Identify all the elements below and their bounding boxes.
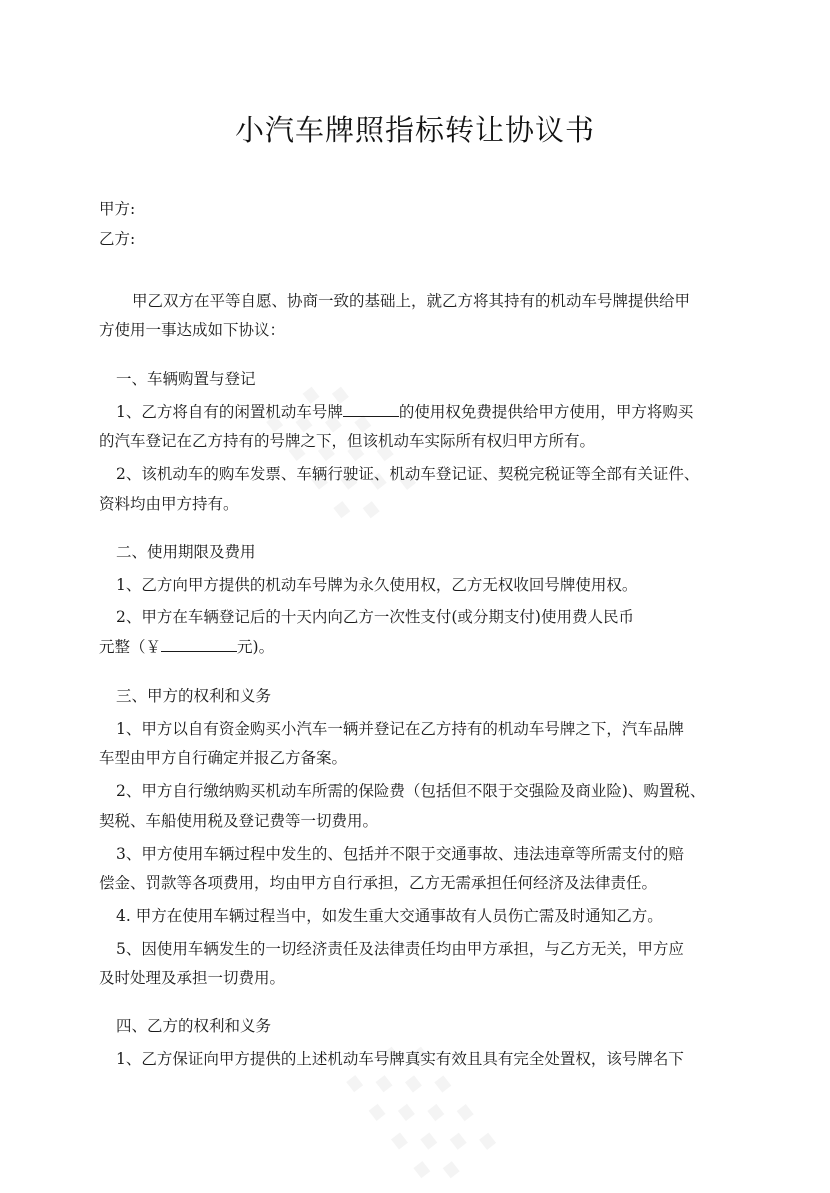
section-heading: 四、乙方的权利和义务: [116, 1017, 272, 1035]
section-heading: 二、使用期限及费用: [116, 543, 256, 561]
clause-line: 3、甲方使用车辆过程中发生的、包括并不限于交通事故、违法违章等所需支付的赔: [116, 845, 684, 863]
party-b-label: 乙方:: [99, 230, 136, 248]
section-heading: 三、甲方的权利和义务: [116, 687, 272, 705]
clause-line: [99, 637, 274, 657]
clause-line: 2、甲方自行缴纳购买机动车所需的保险费（包括但不限于交强险及商业险)、购置税、: [116, 782, 706, 800]
intro-line: 方使用一事达成如下协议：: [99, 321, 286, 339]
clause-text: 元整（￥: [99, 638, 162, 656]
clause-line: 4. 甲方在使用车辆过程当中，如发生重大交通事故有人员伤亡需及时通知乙方。: [116, 907, 663, 925]
clause-text: 元)。: [237, 638, 275, 656]
intro-line: 甲乙双方在平等自愿、协商一致的基础上，就乙方将其持有的机动车号牌提供给甲: [132, 292, 691, 310]
clause-line: 偿金、罚款等各项费用，均由甲方自行承担，乙方无需承担任何经济及法律责任。: [99, 874, 658, 892]
clause-line: 2、甲方在车辆登记后的十天内向乙方一次性支付(或分期支付)使用费人民币: [116, 608, 634, 626]
clause-line: 及时处理及承担一切费用。: [99, 969, 286, 987]
clause-line: 车型由甲方自行确定并报乙方备案。: [99, 749, 348, 767]
document-title: 小汽车牌照指标转让协议书: [234, 113, 595, 147]
clause-line: 1、乙方保证向甲方提供的上述机动车号牌真实有效且具有完全处置权，该号牌名下: [116, 1050, 684, 1068]
section-heading: 一、车辆购置与登记: [116, 370, 256, 388]
clause-line: [116, 402, 693, 422]
clause-line: 2、该机动车的购车发票、车辆行驶证、机动车登记证、契税完税证等全部有关证件、: [116, 465, 700, 483]
clause-line: 的汽车登记在乙方持有的号牌之下，但该机动车实际所有权归甲方所有。: [99, 432, 596, 450]
clause-line: 5、因使用车辆发生的一切经济责任及法律责任均由甲方承担，与乙方无关，甲方应: [116, 940, 684, 958]
clause-text: 的使用权免费提供给甲方使用，甲方将购买: [398, 403, 694, 421]
clause-line: 1、甲方以自有资金购买小汽车一辆并登记在乙方持有的机动车号牌之下，汽车品牌: [116, 720, 684, 738]
clause-line: 契税、车船使用税及登记费等一切费用。: [99, 812, 379, 830]
plate-number-blank: [343, 402, 399, 417]
amount-blank: [161, 637, 237, 652]
clause-line: 资料均由甲方持有。: [99, 495, 239, 513]
clause-line: 1、乙方向甲方提供的机动车号牌为永久使用权，乙方无权收回号牌使用权。: [116, 576, 638, 594]
party-a-label: 甲方:: [99, 200, 136, 218]
clause-text: 1、乙方将自有的闲置机动车号牌: [116, 403, 343, 421]
